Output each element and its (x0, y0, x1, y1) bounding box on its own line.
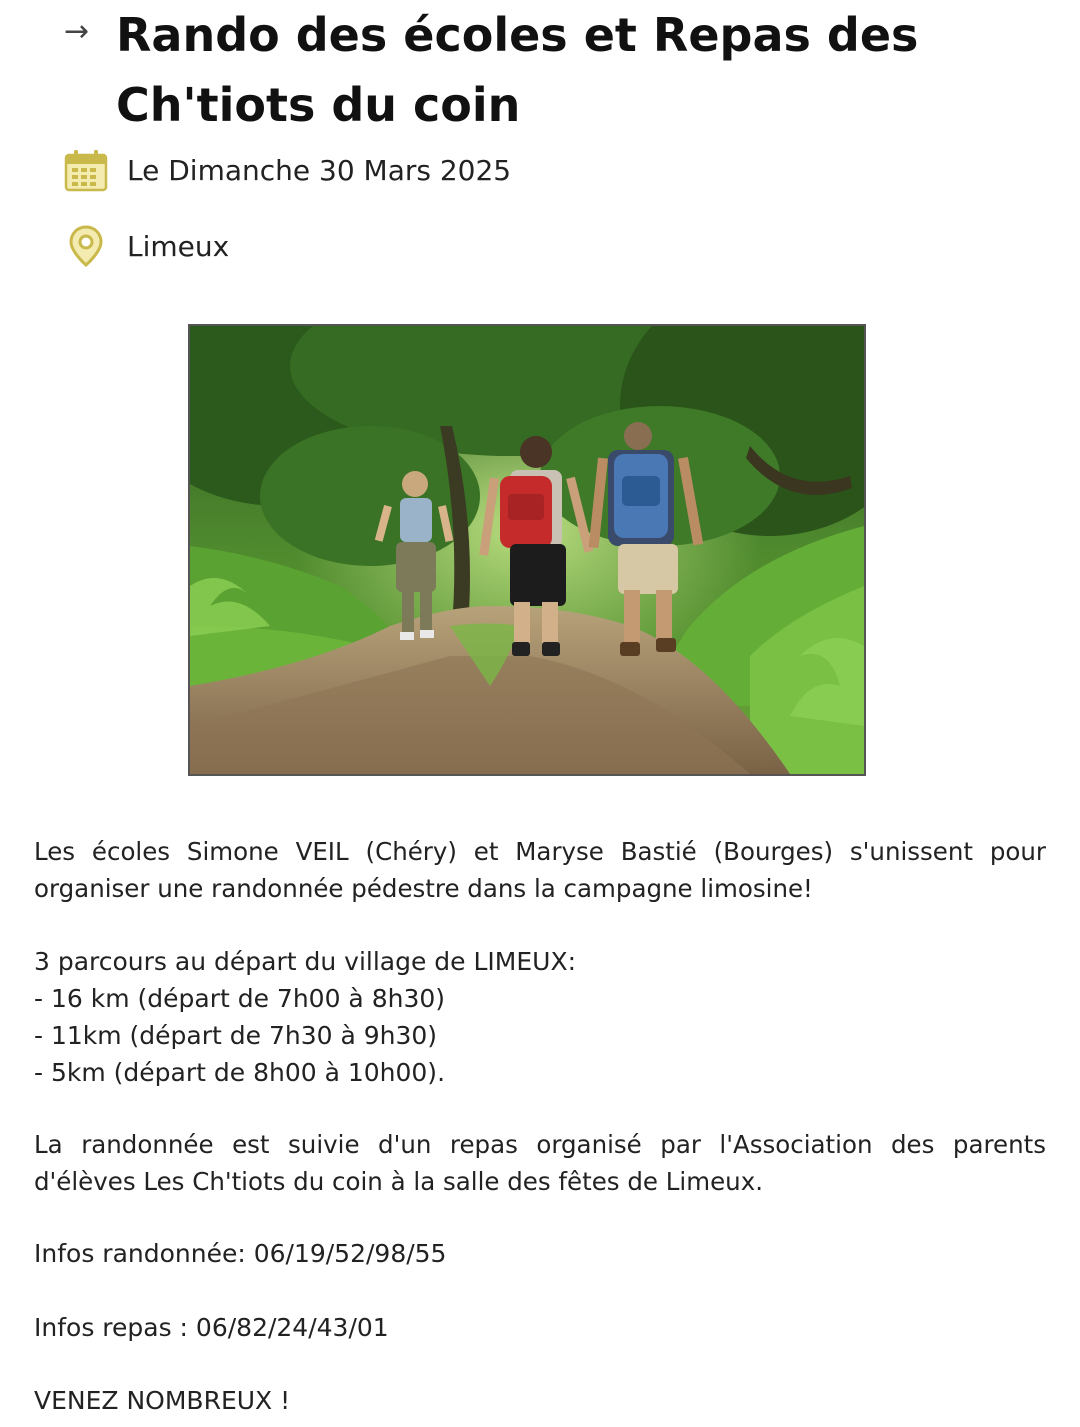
event-location: Limeux (127, 229, 230, 263)
page-title: Rando des écoles et Repas des Ch'tiots du coin (116, 8, 919, 132)
arrow-right-icon: → (64, 14, 90, 49)
closing-text: VENEZ NOMBREUX ! (34, 1386, 291, 1415)
map-pin-icon (64, 224, 108, 268)
meal-paragraph: La randonnée est suivie d'un repas organisé par l'Association des parents d'élèves Les Ch'tiots du coin à la salle des fêtes de Limeux. (34, 1130, 1046, 1196)
route-item: - 5km (départ de 8h00 à 10h00). (34, 1058, 446, 1087)
routes-heading: 3 parcours au départ du village de LIMEUX: (34, 947, 577, 976)
event-date: Le Dimanche 30 Mars 2025 (127, 153, 512, 187)
hikers-photo (188, 324, 866, 776)
hike-info-contact: Infos randonnée: 06/19/52/98/55 (34, 1239, 447, 1268)
meal-info-contact: Infos repas : 06/82/24/43/01 (34, 1313, 389, 1342)
intro-paragraph: Les écoles Simone VEIL (Chéry) et Maryse Bastié (Bourges) s'unissent pour organiser une randonnée pédestre dans la campagne limosine! (34, 837, 1046, 903)
event-location-row (64, 224, 229, 268)
route-item: - 16 km (départ de 7h00 à 8h30) (34, 984, 446, 1013)
calendar-icon (64, 148, 108, 192)
event-date-row (64, 148, 511, 192)
routes-section (34, 943, 1046, 1091)
route-item: - 11km (départ de 7h30 à 9h30) (34, 1021, 438, 1050)
